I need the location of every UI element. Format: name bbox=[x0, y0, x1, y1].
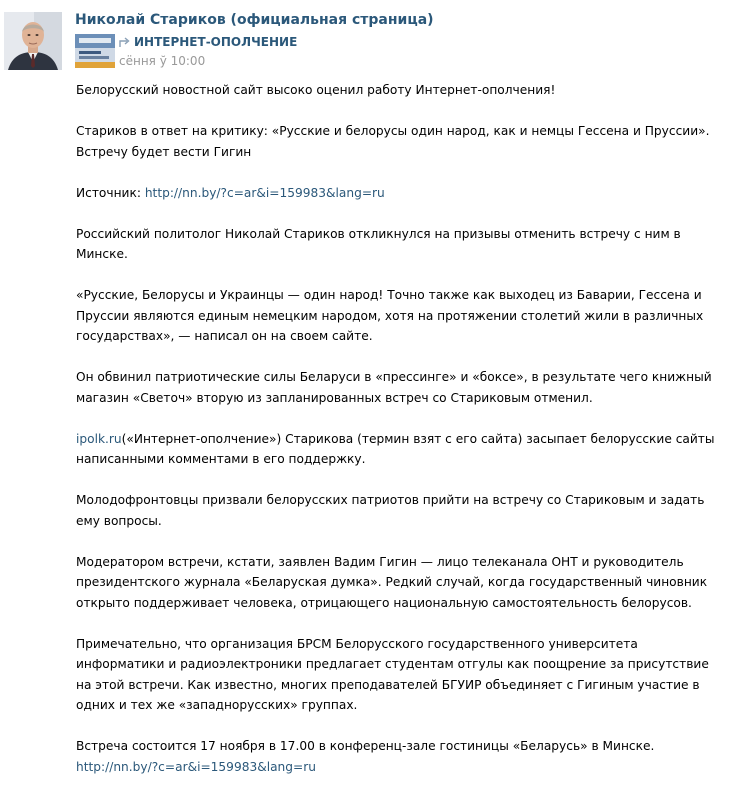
repost-group-link[interactable]: ИНТЕРНЕТ-ОПОЛЧЕНИЕ bbox=[134, 35, 298, 49]
paragraph-moderator: Модератором встречи, кстати, заявлен Вадим Гигин — лицо телеканала ОНТ и руководитель президентского журнала «Беларуская думка». Редкий случай, когда государственный чиновник открыто поддерживает человека, отрицающего национальную самостоятельность белорусов. bbox=[76, 554, 708, 610]
post-text bbox=[76, 80, 726, 798]
group-thumbnail[interactable] bbox=[75, 34, 115, 68]
source-label: Источник: bbox=[76, 185, 145, 200]
group-thumbnail-image bbox=[75, 34, 115, 68]
repost-icon bbox=[118, 36, 132, 48]
paragraph-youth-front: Молодофронтовцы призвали белорусских патриотов прийти на встречу со Стариковым и задать ему вопросы. bbox=[76, 493, 705, 528]
paragraph-critique-line2: Встречу будет вести Гигин bbox=[76, 144, 252, 159]
meeting-text: Встреча состоится 17 ноября в 17.00 в конференц-зале гостиницы «Беларусь» в Минске. bbox=[76, 739, 655, 753]
author-name-link[interactable]: Николай Стариков (официальная страница) bbox=[75, 12, 434, 28]
paragraph-meeting bbox=[76, 736, 726, 777]
paragraph-headline: Белорусский новостной сайт высоко оценил работу Интернет-ополчения! bbox=[76, 83, 556, 97]
paragraph-quote: «Русские, Белорусы и Украинцы — один народ! Точно также как выходец из Баварии, Гессена и Пруссии являются единым немецким народом, хотя на протяжении столетий жили в различных государствах», — написал он на своем сайте. bbox=[76, 288, 704, 343]
paragraph-response: Российский политолог Николай Стариков откликнулся на призывы отменить встречу с ним в Минске. bbox=[76, 226, 681, 261]
paragraph-critique-line1: Стариков в ответ на критику: «Русские и белорусы один народ, как и немцы Гессена и Пруссии». bbox=[76, 124, 710, 138]
footer-link[interactable]: http://nn.by/?c=ar&i=159983&lang=ru bbox=[76, 759, 316, 774]
paragraph-source bbox=[76, 183, 726, 204]
paragraph-accusation: Он обвинил патриотические силы Беларуси в «прессинге» и «боксе», в результате чего книжный магазин «Светоч» вторую из запланированных встреч со Стариковым отменил. bbox=[76, 370, 712, 405]
avatar-image bbox=[4, 12, 62, 70]
paragraph-brsm: Примечательно, что организация БРСМ Белорусского государственного университета информатики и радиоэлектроники предлагает студентам отгулы как поощрение за присутствие на этой встречи. Как известно, многих преподавателей БГУИР объединяет с Гигиным участие в одних и тех же «западнорусских» группах. bbox=[76, 636, 709, 712]
ipolk-text: («Интернет-ополчение») Старикова (термин взят с его сайта) засыпает белорусские сайты написанными комментами в его поддержку. bbox=[76, 431, 715, 466]
source-link[interactable]: http://nn.by/?c=ar&i=159983&lang=ru bbox=[144, 185, 385, 200]
ipolk-link[interactable]: ipolk.ru bbox=[76, 431, 122, 446]
author-avatar[interactable] bbox=[4, 12, 62, 70]
paragraph-critique bbox=[76, 121, 726, 162]
post-timestamp[interactable]: сёння ў 10:00 bbox=[119, 54, 206, 68]
paragraph-ipolk bbox=[76, 429, 726, 470]
